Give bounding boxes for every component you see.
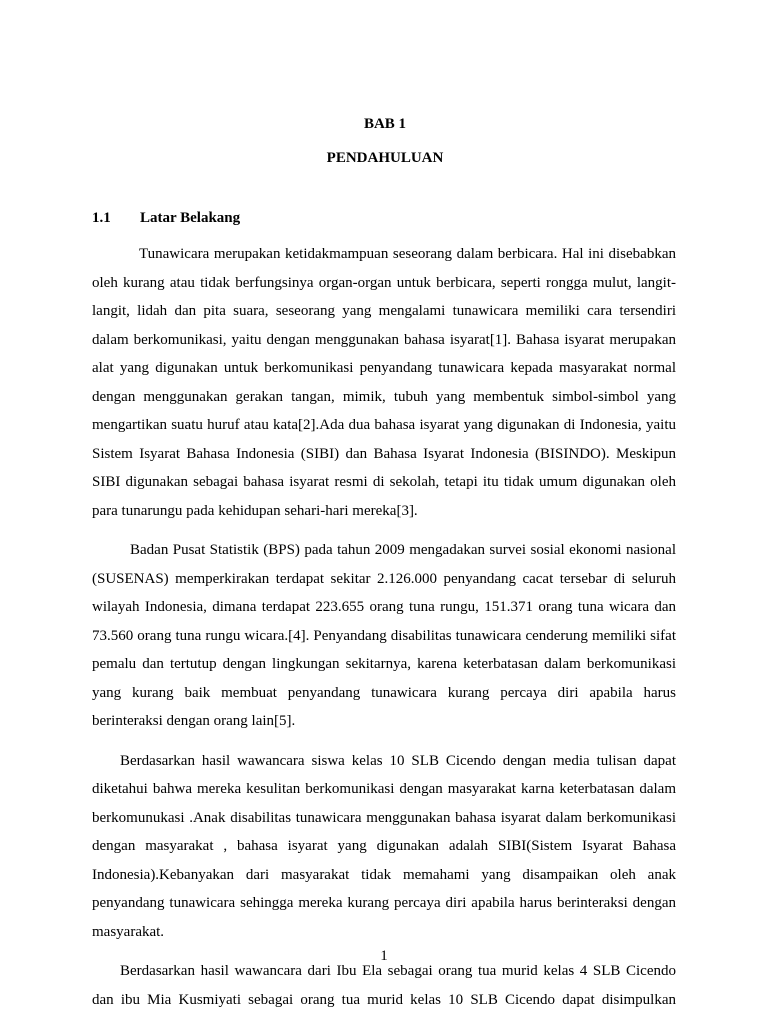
section-number: 1.1	[92, 210, 111, 226]
section-title: Latar Belakang	[140, 210, 241, 226]
paragraph: Berdasarkan hasil wawancara dari Ibu Ela sebagai orang tua murid kelas 4 SLB Cicendo dan ibu Mia Kusmiyati sebagai orang tua murid kelas 10 SLB Cicendo dapat disimpulkan	[92, 963, 676, 1008]
paragraph: Badan Pusat Statistik (BPS) pada tahun 2009 mengadakan survei sosial ekonomi nasional (SUSENAS) memperkirakan terdapat sekitar 2.126.000 penyandang cacat tersebar di seluruh wilayah Indonesia, dimana terdapat 223.655 orang tuna rungu, 151.371 orang tuna wicara dan 73.560 orang tuna rungu wicara.[4]. Penyandang disabilitas tunawicara cenderung memiliki sifat pemalu dan tertutup dengan lingkungan sekitarnya, karena keterbatasan dalam berkomunikasi yang kurang baik membuat penyandang tunawicara kurang percaya diri apabila harus berinteraksi dengan orang lain[5].	[92, 542, 676, 729]
paragraph: Berdasarkan hasil wawancara siswa kelas 10 SLB Cicendo dengan media tulisan dapat diketahui bahwa mereka kesulitan berkomunikasi dengan masyarakat karna keterbatasan dalam berkomunukasi .Anak disabilitas tunawicara menggunakan bahasa isyarat dalam berkomunikasi dengan masyarakat , bahasa isyarat yang digunakan adalah SIBI(Sistem Isyarat Bahasa Indonesia).Kebanyakan dari masyarakat tidak memahami yang disampaikan oleh anak penyandang tunawicara sehingga mereka kurang percaya diri apabila harus berinteraksi dengan masyarakat.	[92, 752, 676, 940]
body-text	[92, 240, 676, 1014]
page-number: 1	[380, 948, 388, 964]
chapter-title: PENDAHULUAN	[326, 150, 444, 166]
chapter-label: BAB 1	[363, 116, 407, 132]
section-heading	[92, 210, 240, 227]
paragraph: Tunawicara merupakan ketidakmampuan seseorang dalam berbicara. Hal ini disebabkan oleh kurang atau tidak berfungsinya organ-organ untuk berbicara, seperti rongga mulut, langit-langit, lidah dan pita suara, seseorang yang mengalami tunawicara memiliki cara tersendiri dalam berkomunikasi, yaitu dengan menggunakan bahasa isyarat[1]. Bahasa isyarat merupakan alat yang digunakan untuk berkomunikasi penyandang tunawicara kepada masyarakat normal dengan menggunakan gerakan tangan, mimik, tubuh yang membentuk simbol-simbol yang mengartikan suatu huruf atau kata[2].Ada dua bahasa isyarat yang digunakan di Indonesia, yaitu Sistem Isyarat Bahasa Indonesia (SIBI) dan Bahasa Isyarat Indonesia (BISINDO). Meskipun SIBI digunakan sebagai bahasa isyarat resmi di sekolah, tetapi itu tidak umum digunakan oleh para tunarungu pada kehidupan sehari-hari mereka[3].	[92, 246, 676, 519]
